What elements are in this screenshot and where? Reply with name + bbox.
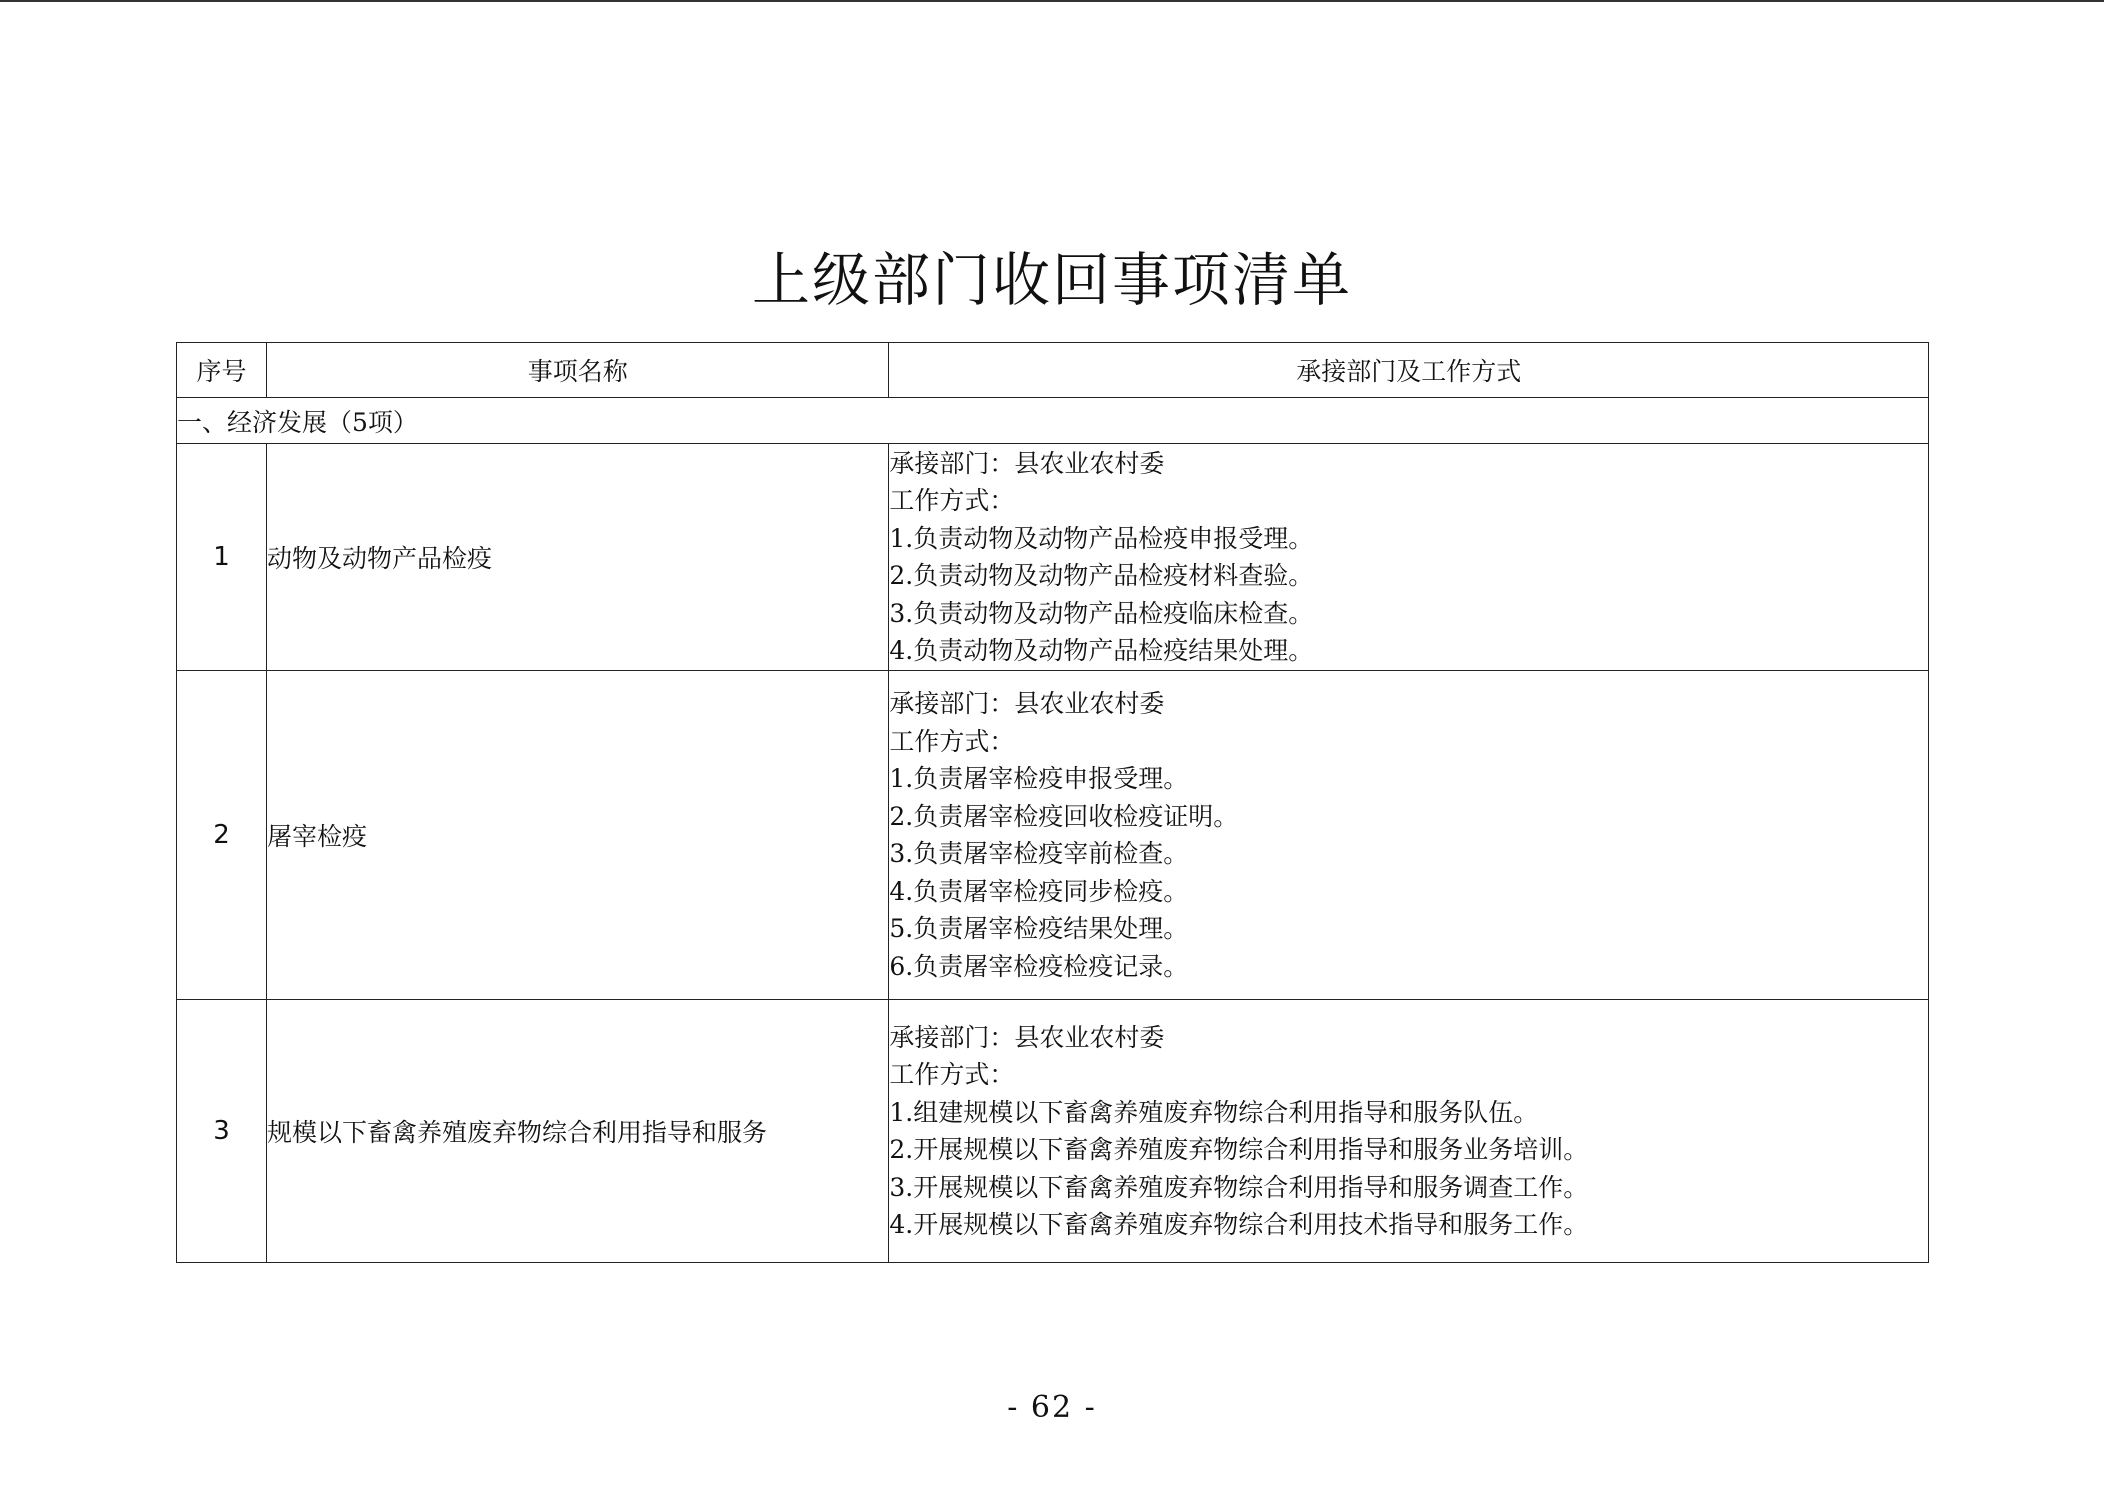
text-line: 2.负责动物及动物产品检疫材料查验。 bbox=[889, 561, 1314, 590]
text-line: 承接部门：县农业农村委 bbox=[889, 1022, 1165, 1052]
header-serial-number: 序号 bbox=[177, 343, 267, 398]
department-method bbox=[889, 1000, 1929, 1263]
matter-name: 动物及动物产品检疫 bbox=[267, 444, 889, 671]
row-number: 1 bbox=[177, 444, 267, 671]
page-number: - 62 - bbox=[1007, 1390, 1097, 1425]
text-line: 3.负责屠宰检疫宰前检查。 bbox=[889, 839, 1189, 868]
matter-name: 屠宰检疫 bbox=[267, 671, 889, 1000]
text-line: 3.负责动物及动物产品检疫临床检查。 bbox=[889, 598, 1314, 628]
text-line: 工作方式： bbox=[889, 486, 1015, 515]
table-header-row bbox=[177, 343, 1929, 398]
section-title: 一、经济发展（5项） bbox=[177, 398, 1929, 444]
table-row bbox=[177, 1000, 1929, 1263]
text-line: 6.负责屠宰检疫检疫记录。 bbox=[889, 951, 1189, 981]
text-line: 承接部门：县农业农村委 bbox=[889, 689, 1165, 718]
text-line: 2.开展规模以下畜禽养殖废弃物综合利用指导和服务业务培训。 bbox=[889, 1135, 1589, 1164]
header-department-method: 承接部门及工作方式 bbox=[889, 343, 1929, 398]
text-line: 4.负责动物及动物产品检疫结果处理。 bbox=[889, 636, 1314, 665]
row-number: 3 bbox=[177, 1000, 267, 1263]
matter-name: 规模以下畜禽养殖废弃物综合利用指导和服务 bbox=[267, 1000, 889, 1263]
top-border-rule bbox=[0, 0, 2104, 2]
row-number: 2 bbox=[177, 671, 267, 1000]
department-method bbox=[889, 444, 1929, 671]
table-row bbox=[177, 444, 1929, 671]
matters-table bbox=[176, 342, 1929, 1263]
text-line: 工作方式： bbox=[889, 726, 1015, 756]
text-line: 2.负责屠宰检疫回收检疫证明。 bbox=[889, 801, 1239, 831]
table-row bbox=[177, 671, 1929, 1000]
text-line: 5.负责屠宰检疫结果处理。 bbox=[889, 914, 1189, 943]
text-line: 3.开展规模以下畜禽养殖废弃物综合利用指导和服务调查工作。 bbox=[889, 1172, 1589, 1202]
text-line: 承接部门：县农业农村委 bbox=[889, 448, 1165, 478]
text-line: 4.开展规模以下畜禽养殖废弃物综合利用技术指导和服务工作。 bbox=[889, 1210, 1589, 1239]
text-line: 1.负责屠宰检疫申报受理。 bbox=[889, 764, 1189, 793]
text-line: 1.负责动物及动物产品检疫申报受理。 bbox=[889, 523, 1314, 553]
text-line: 1.组建规模以下畜禽养殖废弃物综合利用指导和服务队伍。 bbox=[889, 1097, 1539, 1127]
text-line: 工作方式： bbox=[889, 1060, 1015, 1089]
section-row-economic-development bbox=[177, 398, 1929, 444]
department-method bbox=[889, 671, 1929, 1000]
page-title: 上级部门收回事项清单 bbox=[751, 246, 1352, 314]
header-matter-name: 事项名称 bbox=[267, 343, 889, 398]
text-line: 4.负责屠宰检疫同步检疫。 bbox=[889, 876, 1189, 906]
